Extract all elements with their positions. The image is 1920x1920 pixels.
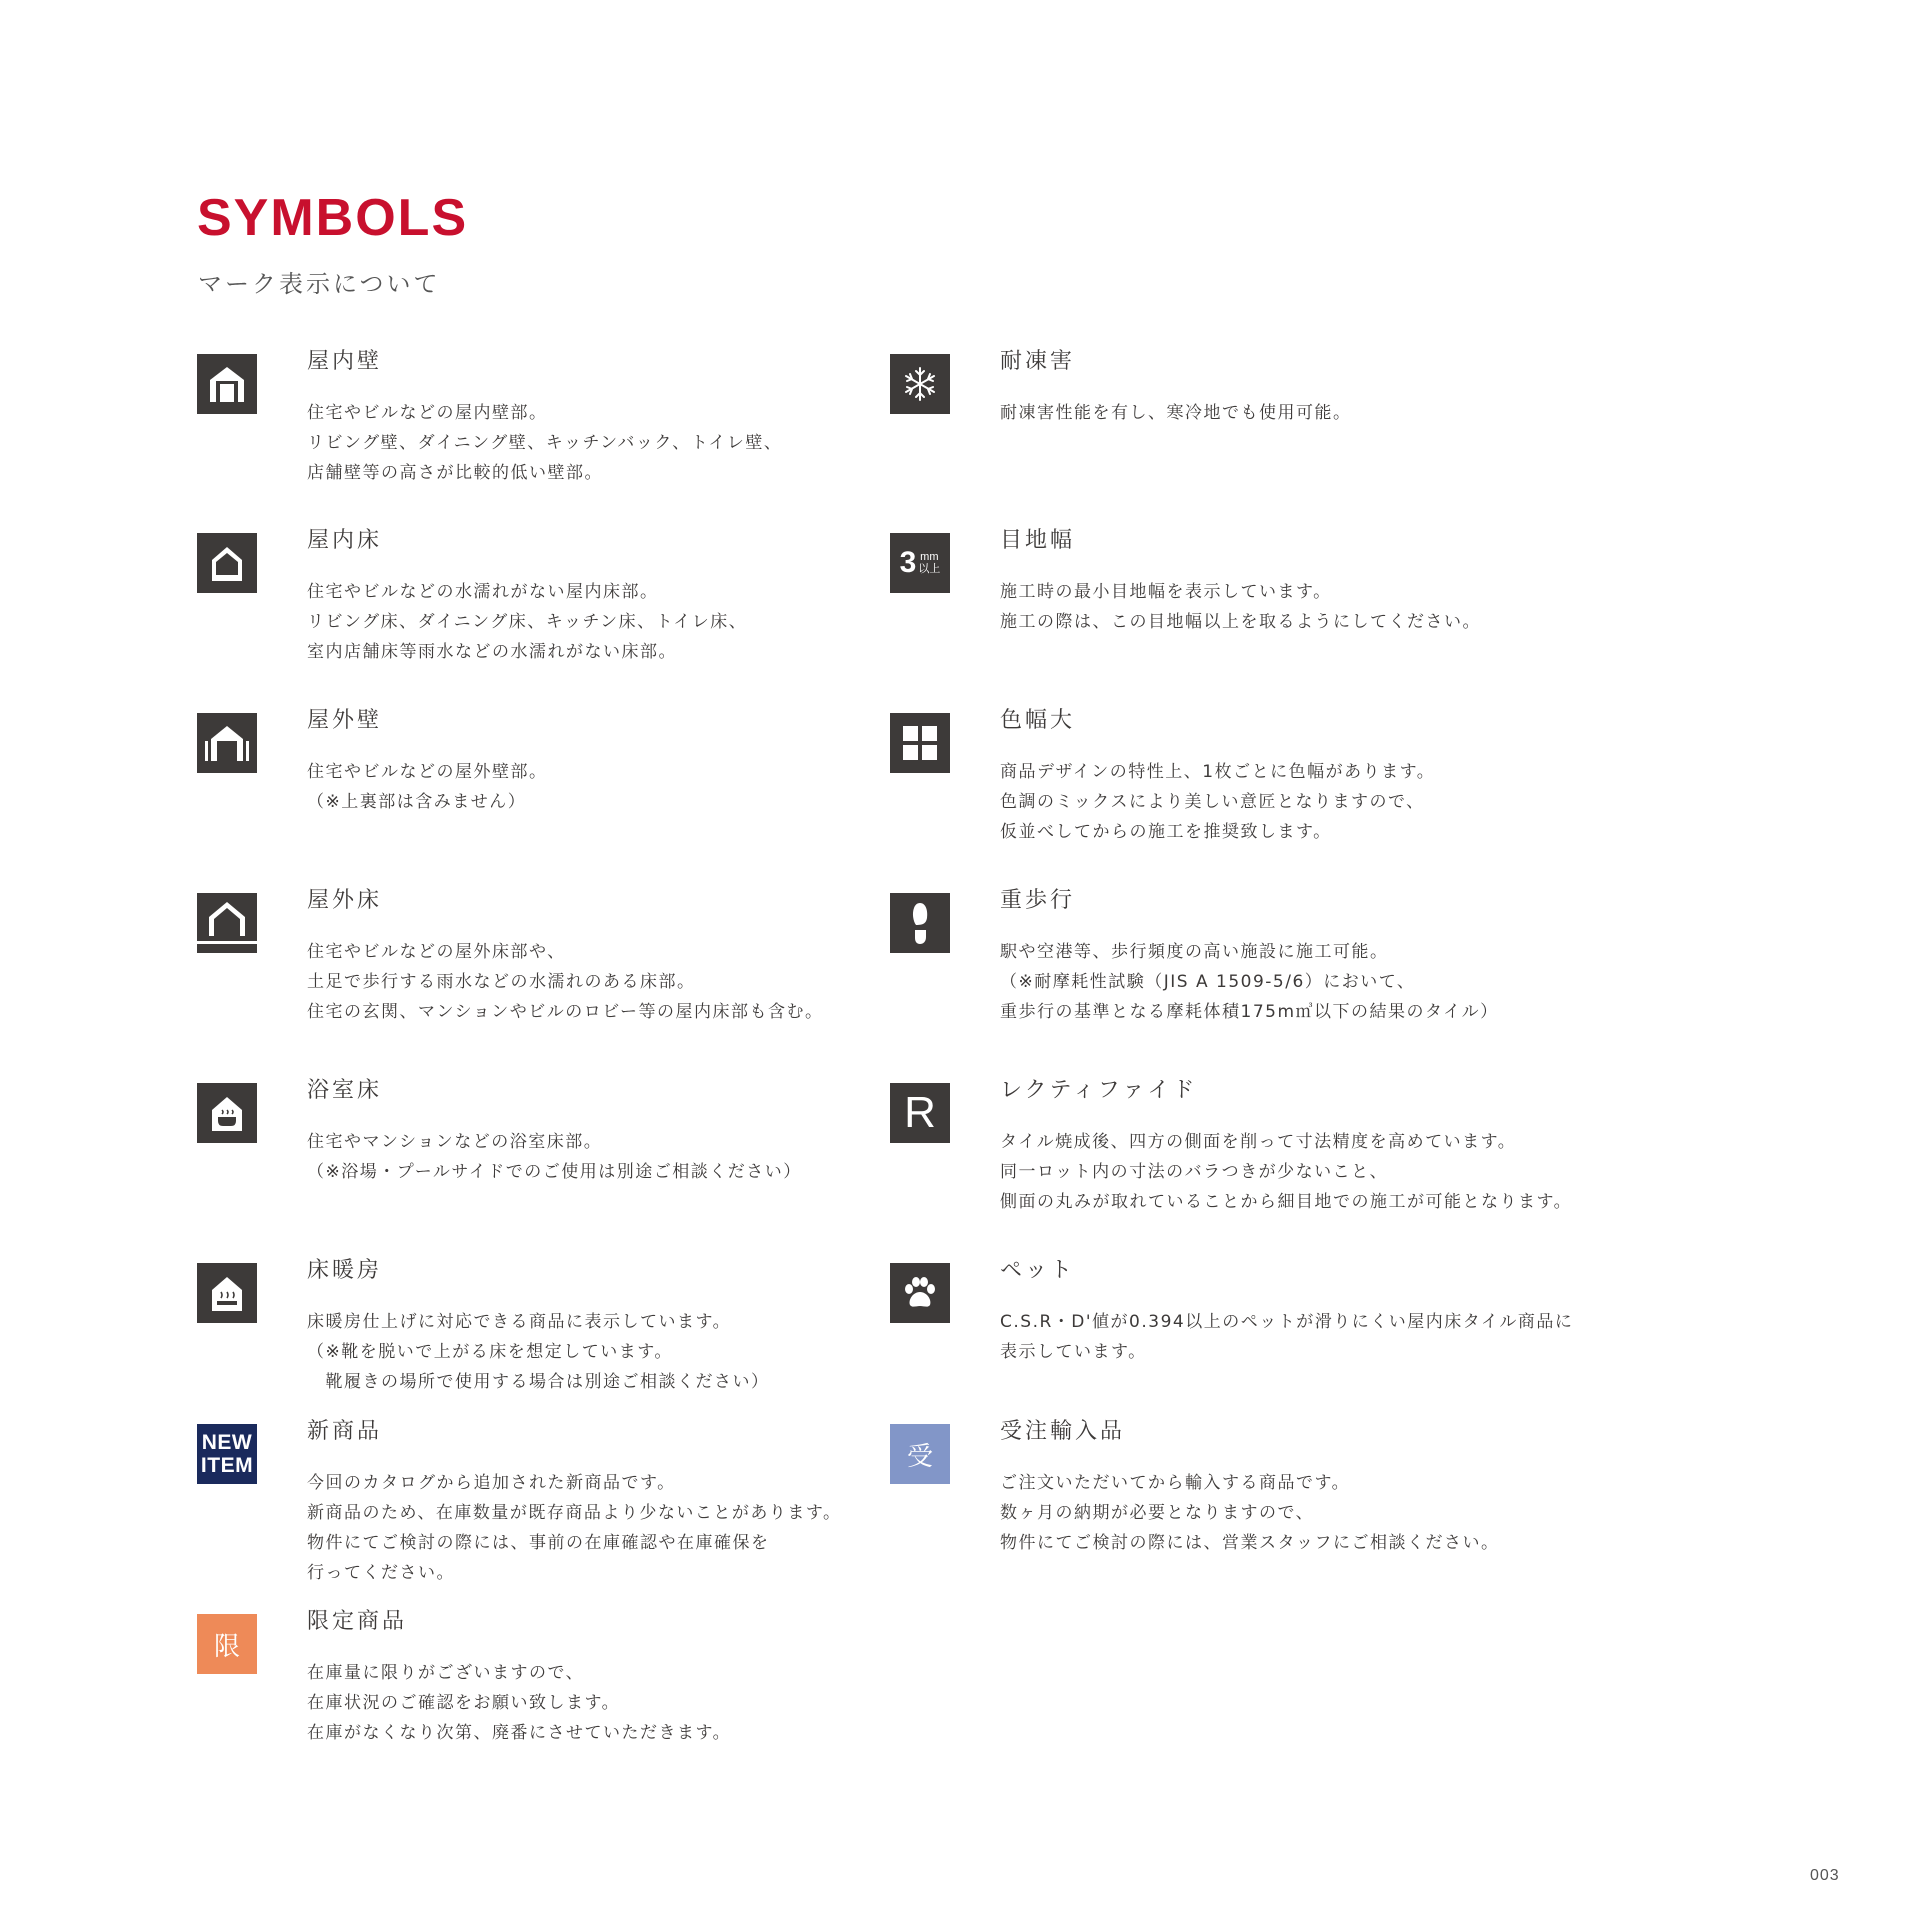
symbol-description: 商品デザインの特性上、1枚ごとに色幅があります。 色調のミックスにより美しい意匠となりますので、 仮並べしてからの施工を推奨致します。 bbox=[1000, 762, 1436, 842]
heavy-traffic-icon bbox=[890, 893, 950, 953]
symbol-description: 住宅やビルなどの水濡れがない屋内床部。 リビング床、ダイニング床、キッチン床、トイレ床、 室内店舗床等雨水などの水濡れがない床部。 bbox=[307, 582, 748, 662]
symbol-description: 駅や空港等、歩行頻度の高い施設に施工可能。 （※耐摩耗性試験（JIS A 1509-5/6）において、 重歩行の基準となる摩耗体積175m㎥以下の結果のタイル） bbox=[1000, 942, 1499, 1022]
symbol-name: 屋内壁 bbox=[307, 349, 383, 374]
bathroom-floor-icon bbox=[197, 1083, 257, 1143]
symbol-description: ご注文いただいてから輸入する商品です。 数ヶ月の納期が必要となりますので、 物件にてご検討の際には、営業スタッフにご相談ください。 bbox=[1000, 1473, 1500, 1553]
symbol-name: 目地幅 bbox=[1000, 528, 1076, 553]
symbol-description: 住宅やビルなどの屋内壁部。 リビング壁、ダイニング壁、キッチンバック、トイレ壁、 店舗壁等の高さが比較的低い壁部。 bbox=[307, 403, 783, 483]
pet-icon bbox=[890, 1263, 950, 1323]
symbol-description: 住宅やビルなどの屋外壁部。 （※上裏部は含みません） bbox=[307, 762, 548, 812]
symbol-name: 床暖房 bbox=[307, 1258, 383, 1283]
symbol-name: 屋外壁 bbox=[307, 708, 383, 733]
exterior-wall-icon bbox=[197, 713, 257, 773]
symbol-name: 受注輸入品 bbox=[1000, 1419, 1126, 1444]
symbol-description: C.S.R・D'値が0.394以上のペットが滑りにくい屋内床タイル商品に 表示しています。 bbox=[1000, 1312, 1574, 1362]
frost-resistant-icon bbox=[890, 354, 950, 414]
symbol-name: ペット bbox=[1000, 1258, 1076, 1283]
symbol-name: 限定商品 bbox=[307, 1609, 408, 1634]
symbol-description: 住宅やビルなどの屋外床部や、 土足で歩行する雨水などの水濡れのある床部。 住宅の玄関、マンションやビルのロビー等の屋内床部も含む。 bbox=[307, 942, 824, 1022]
symbol-name: 屋内床 bbox=[307, 528, 383, 553]
new-item-icon: NEW ITEM bbox=[197, 1424, 257, 1484]
page-number: 003 bbox=[1810, 1867, 1840, 1884]
symbol-description: 床暖房仕上げに対応できる商品に表示しています。 （※靴を脱いで上がる床を想定しています。 靴履きの場所で使用する場合は別途ご相談ください） bbox=[307, 1312, 770, 1392]
symbol-name: 浴室床 bbox=[307, 1078, 383, 1103]
symbol-description: タイル焼成後、四方の側面を削って寸法精度を高めています。 同一ロット内の寸法のバラつきが少ないこと、 側面の丸みが取れていることから細目地での施工が可能となります。 bbox=[1000, 1132, 1573, 1212]
symbol-description: 在庫量に限りがございますので、 在庫状況のご確認をお願い致します。 在庫がなくなり次第、廃番にさせていただきます。 bbox=[307, 1663, 732, 1743]
exterior-floor-icon bbox=[197, 893, 257, 953]
symbol-name: レクティファイド bbox=[1000, 1078, 1198, 1103]
symbol-name: 耐凍害 bbox=[1000, 349, 1076, 374]
symbol-description: 施工時の最小目地幅を表示しています。 施工の際は、この目地幅以上を取るようにしてください。 bbox=[1000, 582, 1481, 632]
joint-width-icon: 3 mm 以上 bbox=[890, 533, 950, 593]
symbol-description: 今回のカタログから追加された新商品です。 新商品のため、在庫数量が既存商品より少ないことがあります。 物件にてご検討の際には、事前の在庫確認や在庫確保を 行ってください。 bbox=[307, 1473, 842, 1583]
color-variation-icon bbox=[890, 713, 950, 773]
made-to-order-import-icon: 受 bbox=[890, 1424, 950, 1484]
rectified-icon: R bbox=[890, 1083, 950, 1143]
page-subtitle: マーク表示について bbox=[198, 270, 441, 298]
interior-floor-icon bbox=[197, 533, 257, 593]
page-title: SYMBOLS bbox=[197, 189, 469, 247]
interior-wall-icon bbox=[197, 354, 257, 414]
symbol-name: 屋外床 bbox=[307, 888, 383, 913]
symbol-name: 新商品 bbox=[307, 1419, 383, 1444]
symbol-name: 重歩行 bbox=[1000, 888, 1076, 913]
floor-heating-icon bbox=[197, 1263, 257, 1323]
limited-item-icon: 限 bbox=[197, 1614, 257, 1674]
symbol-description: 住宅やマンションなどの浴室床部。 （※浴場・プールサイドでのご使用は別途ご相談ください） bbox=[307, 1132, 802, 1182]
symbol-description: 耐凍害性能を有し、寒冷地でも使用可能。 bbox=[1000, 403, 1352, 423]
symbol-name: 色幅大 bbox=[1000, 708, 1076, 733]
